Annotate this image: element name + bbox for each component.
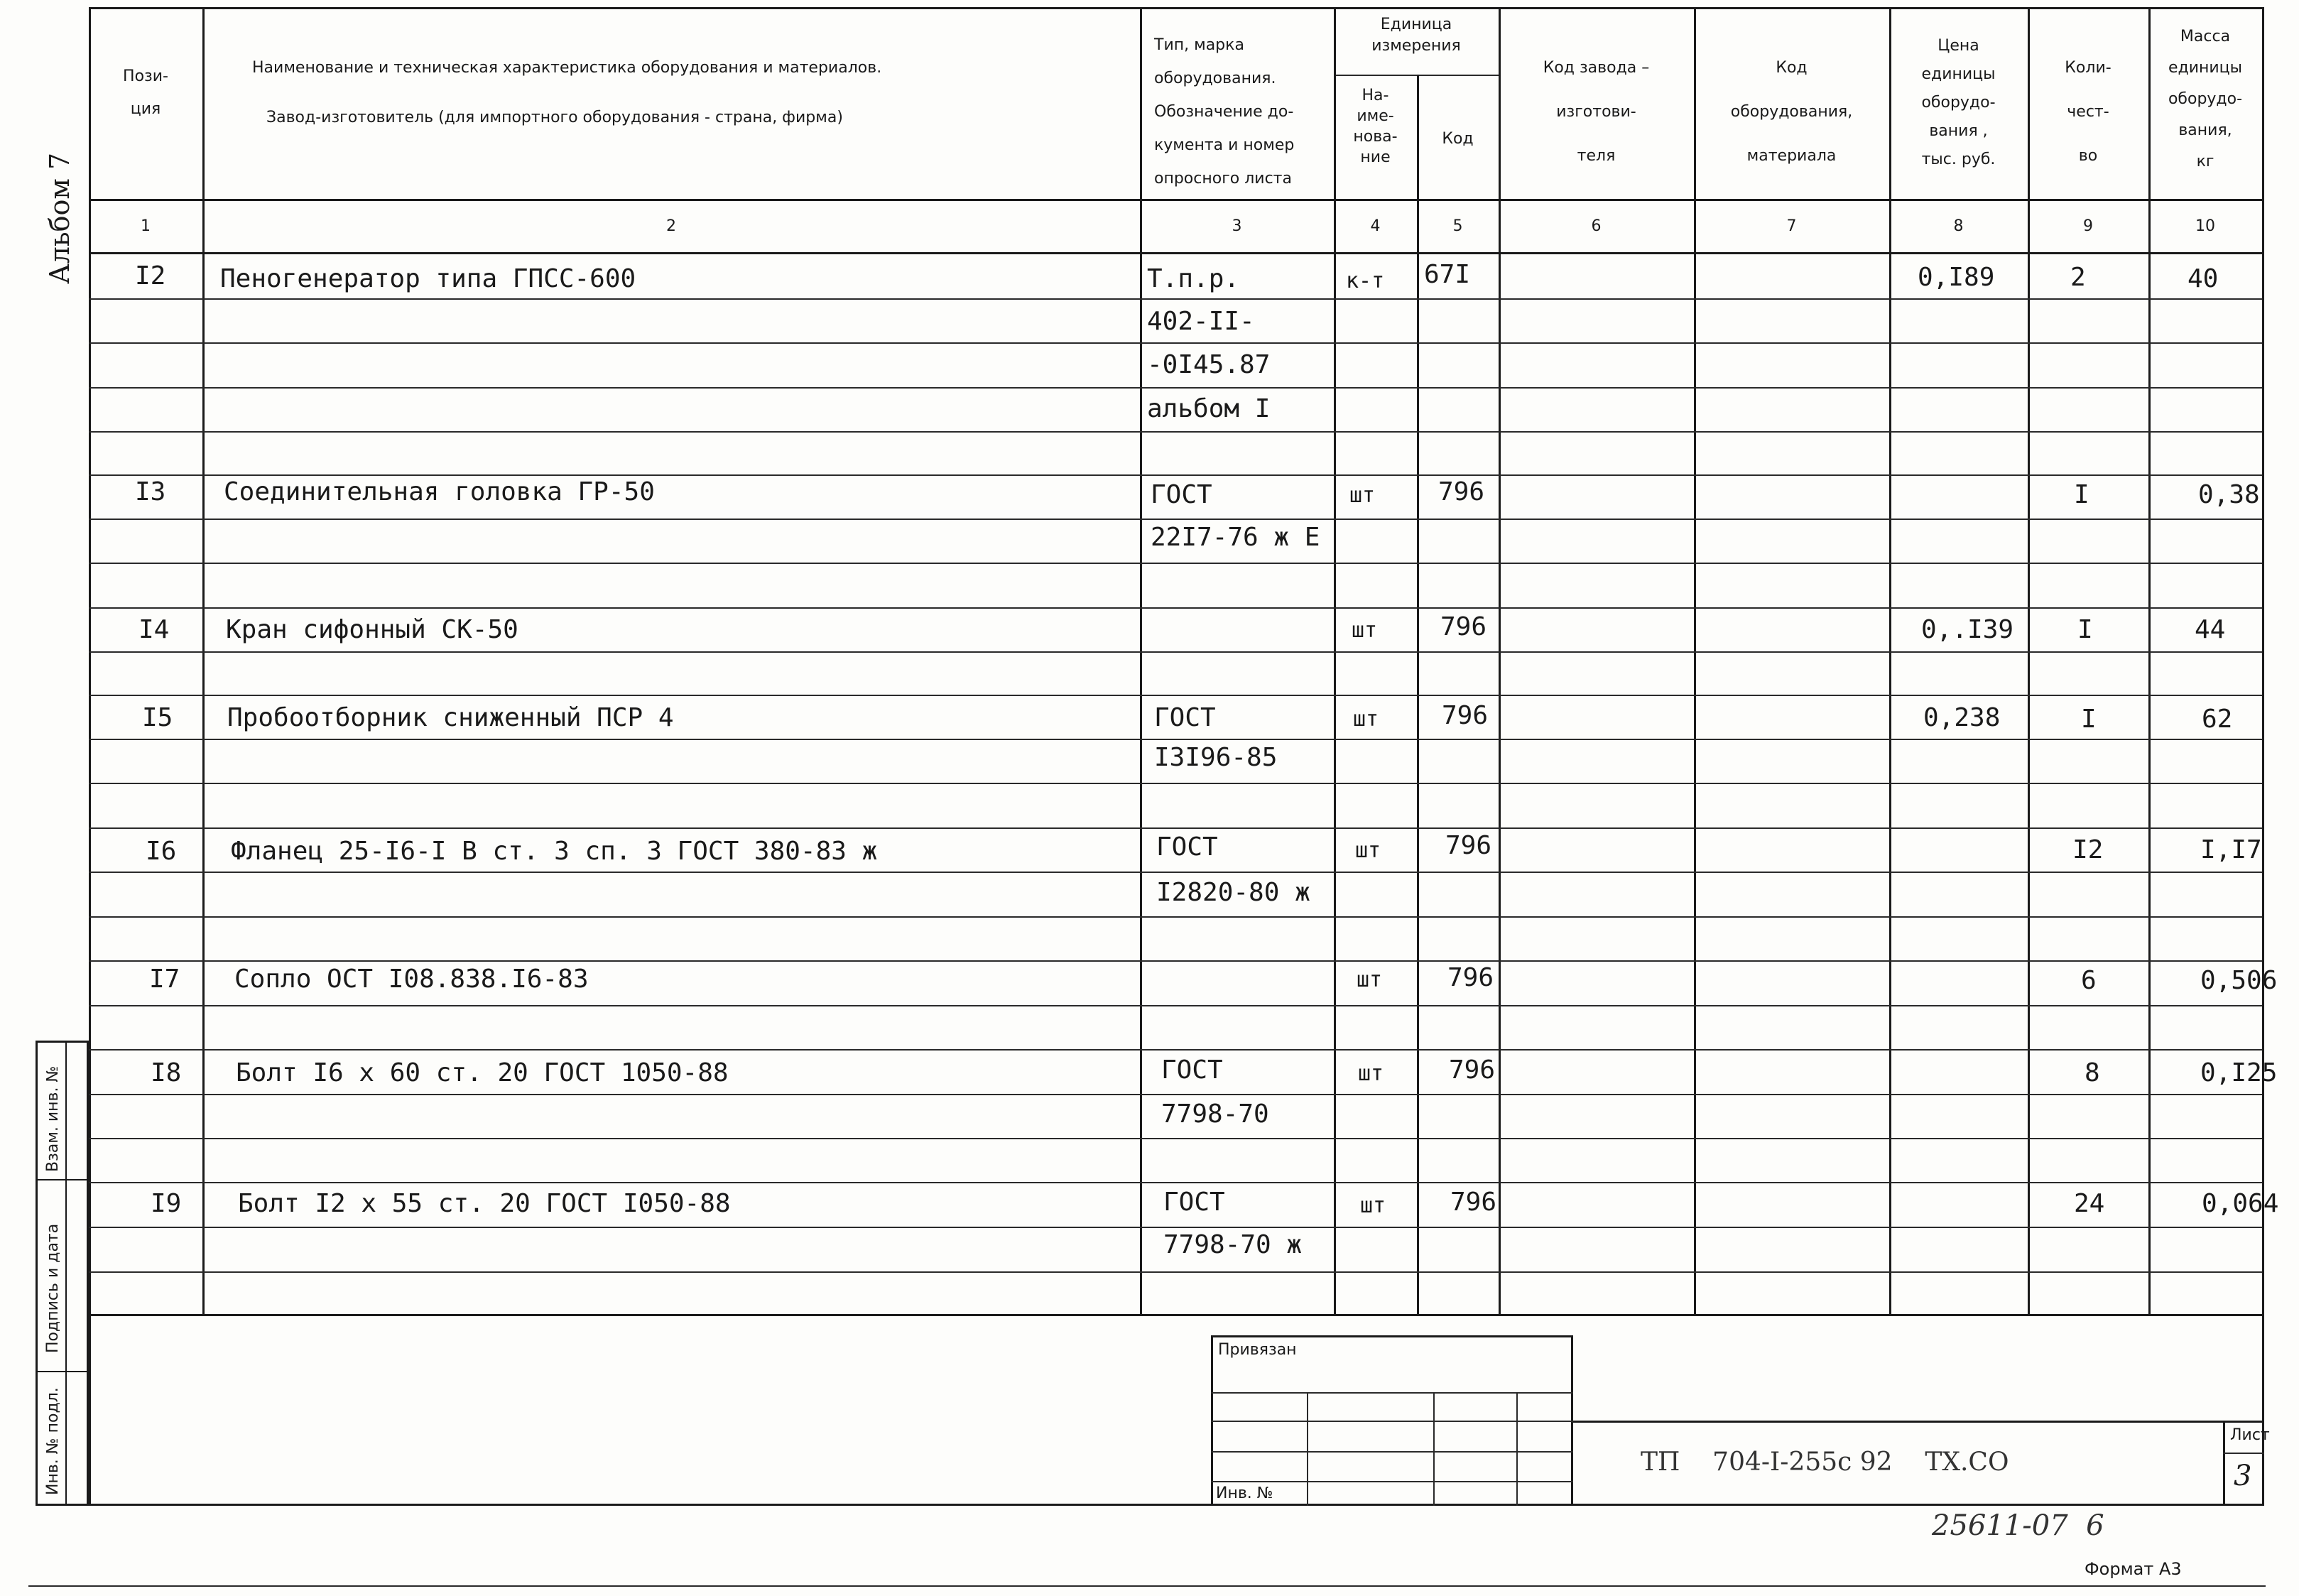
row-unit: шт	[1358, 1061, 1384, 1086]
row-quantity: 8	[2085, 1058, 2100, 1087]
row-unit: шт	[1353, 707, 1379, 732]
row-mass: 0,506	[2200, 966, 2278, 995]
side-stamp-podpis: Подпись и дата	[44, 1223, 62, 1353]
side-stamp-inv-podl: Инв. № подл.	[44, 1387, 62, 1495]
col-line-7	[1889, 7, 1891, 1314]
stamp-top-line	[1573, 1421, 2264, 1423]
row-doc-line: ГОСТ	[1163, 1188, 1225, 1217]
privyazan-line	[1211, 1392, 1573, 1394]
row-line	[89, 783, 2262, 784]
row-doc-line: 22I7-76 ж Е	[1151, 523, 1320, 552]
header-name: Наименование и техническая характеристика оборудования и материалов.	[252, 59, 882, 77]
row-doc-line: 402-II-	[1147, 307, 1255, 336]
frame-top	[89, 7, 2262, 9]
sheet-box-line	[2223, 1421, 2225, 1506]
row-doc-line: ГОСТ	[1151, 480, 1212, 509]
row-unit: шт	[1355, 838, 1381, 863]
row-line	[89, 519, 2262, 520]
row-doc-line: -0I45.87	[1147, 350, 1271, 379]
row-line	[89, 607, 2262, 609]
row-doc-line: ГОСТ	[1154, 703, 1216, 732]
colnum-4: 4	[1370, 217, 1381, 235]
colnum-bottom-line	[89, 252, 2262, 254]
row-mass: I,I7	[2200, 835, 2262, 864]
colnum-3: 3	[1232, 217, 1242, 235]
row-line	[89, 651, 2262, 653]
inv-no-label: Инв. №	[1216, 1484, 1273, 1502]
side-stamp-line	[36, 1179, 89, 1180]
row-line	[89, 960, 2262, 962]
row-price: 0,I89	[1918, 263, 1995, 292]
row-doc-line: I2820-80 ж	[1156, 878, 1310, 907]
row-unit: к-т	[1346, 268, 1385, 293]
row-unit-code: 796	[1438, 477, 1485, 506]
header-plant-code: Код завода – изготови- теля	[1543, 59, 1650, 165]
row-name: Пробоотборник сниженный ПСР 4	[227, 703, 674, 732]
sheet-box-divider	[2223, 1453, 2264, 1454]
header-type: Тип, марка оборудования. Обозначение до- кумента и номер опросного листа	[1154, 36, 1295, 188]
row-unit-code: 796	[1440, 612, 1487, 641]
row-quantity: I	[2081, 705, 2097, 734]
row-unit: шт	[1357, 967, 1383, 992]
row-name: Пеногенератор типа ГПСС-600	[220, 264, 636, 293]
row-line	[89, 1005, 2262, 1006]
row-quantity: I	[2077, 615, 2093, 644]
colnum-8: 8	[1953, 217, 1964, 235]
colnum-6: 6	[1591, 217, 1602, 235]
col-line-1	[202, 7, 205, 1314]
privyazan-line	[1211, 1451, 1573, 1453]
row-doc-line: 7798-70	[1161, 1100, 1269, 1129]
row-position: I5	[142, 703, 173, 732]
row-line	[89, 431, 2262, 433]
row-line	[89, 1182, 2262, 1183]
privyazan-col	[1307, 1392, 1308, 1506]
row-unit: шт	[1360, 1193, 1386, 1218]
header-mass: Масса единицы оборудо- вания, кг	[2168, 28, 2243, 170]
row-line	[89, 474, 2262, 476]
row-doc-line: ГОСТ	[1161, 1055, 1223, 1085]
row-position: I3	[135, 477, 166, 506]
row-unit-code: 796	[1450, 1188, 1497, 1217]
row-name: Болт I2 х 55 ст. 20 ГОСТ I050-88	[238, 1189, 731, 1218]
row-name: Сопло ОСТ I08.838.I6-83	[234, 965, 589, 994]
header-unit: Единица измерения	[1371, 16, 1461, 55]
privyazan-col	[1516, 1392, 1518, 1506]
row-mass: 0,I25	[2200, 1058, 2278, 1087]
album-label: Альбом 7	[44, 152, 75, 284]
colnum-7: 7	[1786, 217, 1797, 235]
privyazan-col	[1433, 1392, 1435, 1506]
row-name: Фланец 25-I6-I В ст. 3 сп. 3 ГОСТ 380-83 ж	[231, 837, 878, 866]
row-mass: 44	[2195, 615, 2226, 644]
row-line	[89, 1227, 2262, 1228]
colnum-9: 9	[2083, 217, 2093, 235]
side-stamp-divider	[65, 1041, 67, 1506]
row-position: I2	[135, 261, 166, 291]
row-quantity: 6	[2081, 966, 2097, 995]
row-position: I7	[149, 965, 180, 994]
row-line	[89, 563, 2262, 564]
header-quantity: Коли- чест- во	[2065, 59, 2112, 165]
row-line	[89, 1271, 2262, 1273]
row-line	[89, 342, 2262, 344]
header-price: Цена единицы оборудо- вания , тыс. руб.	[1921, 37, 1996, 168]
format-label: Формат А3	[2085, 1559, 2182, 1579]
row-quantity: 2	[2070, 263, 2086, 292]
row-line	[89, 695, 2262, 696]
header-manufacturer: Завод-изготовитель (для импортного оборудования - страна, фирма)	[266, 109, 843, 126]
colnum-5: 5	[1452, 217, 1463, 235]
colnum-1: 1	[141, 217, 151, 235]
row-mass: 40	[2187, 264, 2219, 293]
row-unit: шт	[1352, 618, 1378, 643]
row-doc-line: ГОСТ	[1156, 832, 1218, 862]
col-line-5	[1499, 7, 1501, 1314]
row-name: Болт I6 х 60 ст. 20 ГОСТ 1050-88	[236, 1058, 729, 1087]
row-line	[89, 1094, 2262, 1095]
header-position: Пози- ция	[123, 67, 168, 118]
row-position: I8	[151, 1058, 182, 1087]
header-unit-code: Код	[1442, 130, 1474, 148]
row-line	[89, 1138, 2262, 1139]
header-bottom-line	[89, 199, 2262, 201]
row-position: I9	[151, 1189, 182, 1218]
col-line-8	[2028, 7, 2030, 1314]
row-quantity: 24	[2074, 1189, 2105, 1218]
privyazan-line	[1211, 1421, 1573, 1422]
col-line-3	[1334, 7, 1336, 1314]
header-equipment-code: Код оборудования, материала	[1730, 59, 1853, 165]
row-doc-line: альбом I	[1147, 394, 1271, 423]
row-name: Кран сифонный СК-50	[226, 615, 518, 644]
row-name: Соединительная головка ГР-50	[224, 477, 655, 506]
unit-subheader-line	[1334, 75, 1499, 76]
row-mass: 0,064	[2202, 1189, 2279, 1218]
frame-bottom	[36, 1504, 2264, 1506]
col-line-9	[2148, 7, 2151, 1314]
privyazan-label: Привязан	[1218, 1341, 1297, 1359]
frame-right	[2262, 7, 2264, 1506]
row-price: 0,.I39	[1921, 615, 2014, 644]
col-line-6	[1694, 7, 1696, 1314]
row-unit-code: 796	[1449, 1055, 1496, 1085]
row-line	[89, 827, 2262, 829]
sheet-number: 3	[2234, 1460, 2252, 1492]
stamp-designation: ТП 704-I-255с 92 ТХ.СО	[1641, 1448, 2009, 1477]
row-unit-code: 67I	[1424, 260, 1471, 289]
row-unit-code: 796	[1442, 701, 1489, 730]
row-doc-line: I3I96-85	[1154, 743, 1278, 772]
row-unit: шт	[1349, 483, 1376, 508]
row-unit-code: 796	[1447, 963, 1494, 992]
row-mass: 62	[2202, 705, 2233, 734]
row-doc-line: 7798-70 ж	[1163, 1230, 1303, 1259]
side-stamp-vzam: Взам. инв. №	[44, 1065, 62, 1172]
row-position: I6	[146, 837, 177, 866]
row-line	[89, 387, 2262, 389]
row-doc-line: Т.п.р.	[1147, 264, 1240, 293]
row-unit-code: 796	[1445, 831, 1492, 860]
row-line	[89, 298, 2262, 300]
row-line	[89, 872, 2262, 873]
row-line	[89, 1049, 2262, 1051]
colnum-10: 10	[2195, 217, 2215, 235]
row-quantity: I	[2074, 480, 2089, 509]
document-number: 25611-07 6	[1932, 1509, 2104, 1542]
row-quantity: I2	[2072, 835, 2104, 864]
bottom-edge-line	[28, 1585, 2266, 1587]
row-mass: 0,38	[2198, 480, 2260, 509]
side-stamp-line	[36, 1371, 89, 1372]
table-bottom-line	[89, 1314, 2262, 1316]
header-unit-name: На- име- нова- ние	[1353, 87, 1398, 166]
col-line-2	[1140, 7, 1142, 1314]
privyazan-line	[1211, 1481, 1573, 1482]
sheet-label: Лист	[2230, 1426, 2270, 1444]
row-position: I4	[138, 615, 170, 644]
colnum-2: 2	[666, 217, 676, 235]
row-line	[89, 916, 2262, 918]
row-price: 0,238	[1923, 703, 2001, 732]
row-line	[89, 739, 2262, 740]
